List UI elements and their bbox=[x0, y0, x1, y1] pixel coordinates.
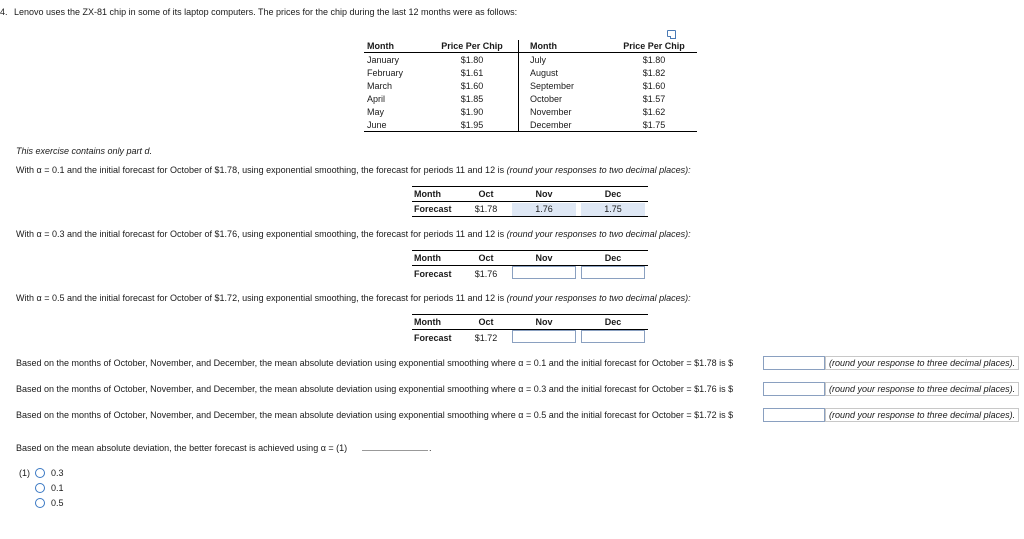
mad-input-1[interactable] bbox=[763, 356, 825, 370]
table-cell: $1.60 bbox=[642, 80, 666, 91]
table-cell: December bbox=[519, 118, 612, 132]
forecast-oct: $1.78 bbox=[474, 204, 498, 214]
mad-prompt-3: Based on the months of October, November, and December, the mean absolute deviation using exponential smoothing where α = 0.5 and the initial forecast for October = $1.72 is $ bbox=[16, 410, 734, 420]
question-number: 4. bbox=[0, 7, 8, 17]
row-label: Forecast bbox=[414, 204, 452, 214]
header-nov: Nov bbox=[510, 187, 578, 202]
mad-hint-1: (round your response to three decimal places). bbox=[825, 356, 1019, 370]
question-intro: Lenovo uses the ZX-81 chip in some of its laptop computers. The prices for the chip during the last 12 months were as follows: bbox=[14, 7, 518, 17]
table-cell: October bbox=[519, 92, 612, 105]
header-oct: Oct bbox=[462, 187, 510, 202]
radio-label: 0.3 bbox=[51, 468, 64, 478]
print-icon[interactable] bbox=[667, 30, 676, 37]
radio-label: 0.1 bbox=[51, 483, 64, 493]
table-cell: November bbox=[519, 105, 612, 118]
table-cell: January bbox=[367, 54, 400, 65]
forecast-prompt-1 bbox=[16, 165, 691, 175]
header-dec: Dec bbox=[578, 187, 648, 202]
mad-prompt-1: Based on the months of October, November, and December, the mean absolute deviation using exponential smoothing where α = 0.1 and the initial forecast for October = $1.78 is $ bbox=[16, 358, 734, 368]
table-cell: February bbox=[367, 67, 404, 78]
price-table-header: Month bbox=[364, 40, 426, 53]
price-table-header: Month bbox=[519, 40, 612, 53]
mad-hint-2: (round your response to three decimal places). bbox=[825, 382, 1019, 396]
header-nov: Nov bbox=[510, 315, 578, 330]
table-cell: $1.95 bbox=[426, 118, 519, 132]
forecast-prompt-2 bbox=[16, 229, 691, 239]
prompt-text: With α = 0.5 and the initial forecast for October of $1.72, using exponential smoothing, the forecast for periods 11 and 12 is bbox=[16, 293, 505, 303]
radio-option-0-5[interactable] bbox=[35, 498, 45, 508]
row-label: Forecast bbox=[414, 332, 452, 343]
header-oct: Oct bbox=[462, 251, 510, 266]
prompt-hint: (round your responses to two decimal places): bbox=[506, 293, 691, 303]
answer-blank bbox=[362, 450, 428, 451]
table-cell: $1.80 bbox=[460, 54, 484, 65]
table-row bbox=[364, 53, 697, 67]
mad-input-2[interactable] bbox=[763, 382, 825, 396]
radio-option-0-3[interactable] bbox=[35, 468, 45, 478]
forecast-oct: $1.76 bbox=[474, 268, 498, 279]
header-month: Month bbox=[412, 315, 462, 330]
radio-label: 0.5 bbox=[51, 498, 64, 508]
table-cell: $1.61 bbox=[460, 67, 484, 78]
table-cell: April bbox=[367, 93, 386, 104]
header-month: Month bbox=[412, 251, 462, 266]
table-cell: May bbox=[367, 106, 385, 117]
prompt-hint: (round your responses to two decimal places): bbox=[506, 165, 691, 175]
table-cell: $1.90 bbox=[460, 106, 484, 117]
mad-prompt-2: Based on the months of October, November, and December, the mean absolute deviation using exponential smoothing where α = 0.3 and the initial forecast for October = $1.76 is $ bbox=[16, 384, 734, 394]
part-note: This exercise contains only part d. bbox=[16, 146, 153, 156]
table-cell: $1.82 bbox=[642, 67, 666, 78]
input-dec[interactable] bbox=[581, 266, 645, 279]
header-nov: Nov bbox=[510, 251, 578, 266]
price-table-header: Price Per Chip bbox=[426, 40, 519, 53]
table-cell: $1.62 bbox=[642, 106, 666, 117]
header-month: Month bbox=[412, 187, 462, 202]
header-dec: Dec bbox=[578, 251, 648, 266]
answer-nov: 1.76 bbox=[512, 203, 576, 216]
radio-option-0-1[interactable] bbox=[35, 483, 45, 493]
price-table-header: Price Per Chip bbox=[611, 40, 697, 53]
table-cell: $1.75 bbox=[611, 118, 697, 132]
header-oct: Oct bbox=[462, 315, 510, 330]
prompt-text: With α = 0.3 and the initial forecast for October of $1.76, using exponential smoothing, the forecast for periods 11 and 12 is bbox=[16, 229, 505, 239]
table-cell: June bbox=[364, 118, 426, 132]
forecast-table-2 bbox=[412, 250, 648, 281]
radio-group-label: (1) bbox=[19, 468, 30, 478]
table-cell: August bbox=[519, 66, 612, 79]
better-end: . bbox=[429, 443, 432, 453]
table-cell: July bbox=[519, 53, 612, 67]
forecast-prompt-3 bbox=[16, 293, 691, 303]
mad-hint-3: (round your response to three decimal places). bbox=[825, 408, 1019, 422]
prompt-hint: (round your responses to two decimal places): bbox=[506, 229, 691, 239]
table-row bbox=[364, 79, 697, 92]
table-row bbox=[364, 66, 697, 79]
input-nov[interactable] bbox=[512, 266, 576, 279]
answer-dec: 1.75 bbox=[581, 203, 645, 216]
forecast-table-3 bbox=[412, 314, 648, 345]
table-row bbox=[364, 118, 697, 132]
table-cell: $1.80 bbox=[642, 54, 666, 65]
header-dec: Dec bbox=[578, 315, 648, 330]
table-row bbox=[364, 92, 697, 105]
table-cell: $1.57 bbox=[642, 93, 666, 104]
price-table bbox=[364, 40, 697, 132]
forecast-table-1 bbox=[412, 186, 648, 217]
input-nov[interactable] bbox=[512, 330, 576, 343]
table-cell: March bbox=[367, 80, 393, 91]
table-cell: $1.85 bbox=[460, 93, 484, 104]
table-cell: September bbox=[519, 79, 612, 92]
table-row bbox=[364, 105, 697, 118]
forecast-oct: $1.72 bbox=[474, 332, 498, 343]
mad-input-3[interactable] bbox=[763, 408, 825, 422]
row-label: Forecast bbox=[414, 268, 452, 279]
input-dec[interactable] bbox=[581, 330, 645, 343]
table-cell: $1.60 bbox=[460, 80, 484, 91]
better-prompt: Based on the mean absolute deviation, the better forecast is achieved using α = (1) bbox=[16, 443, 348, 453]
prompt-text: With α = 0.1 and the initial forecast for October of $1.78, using exponential smoothing, the forecast for periods 11 and 12 is bbox=[16, 165, 505, 175]
